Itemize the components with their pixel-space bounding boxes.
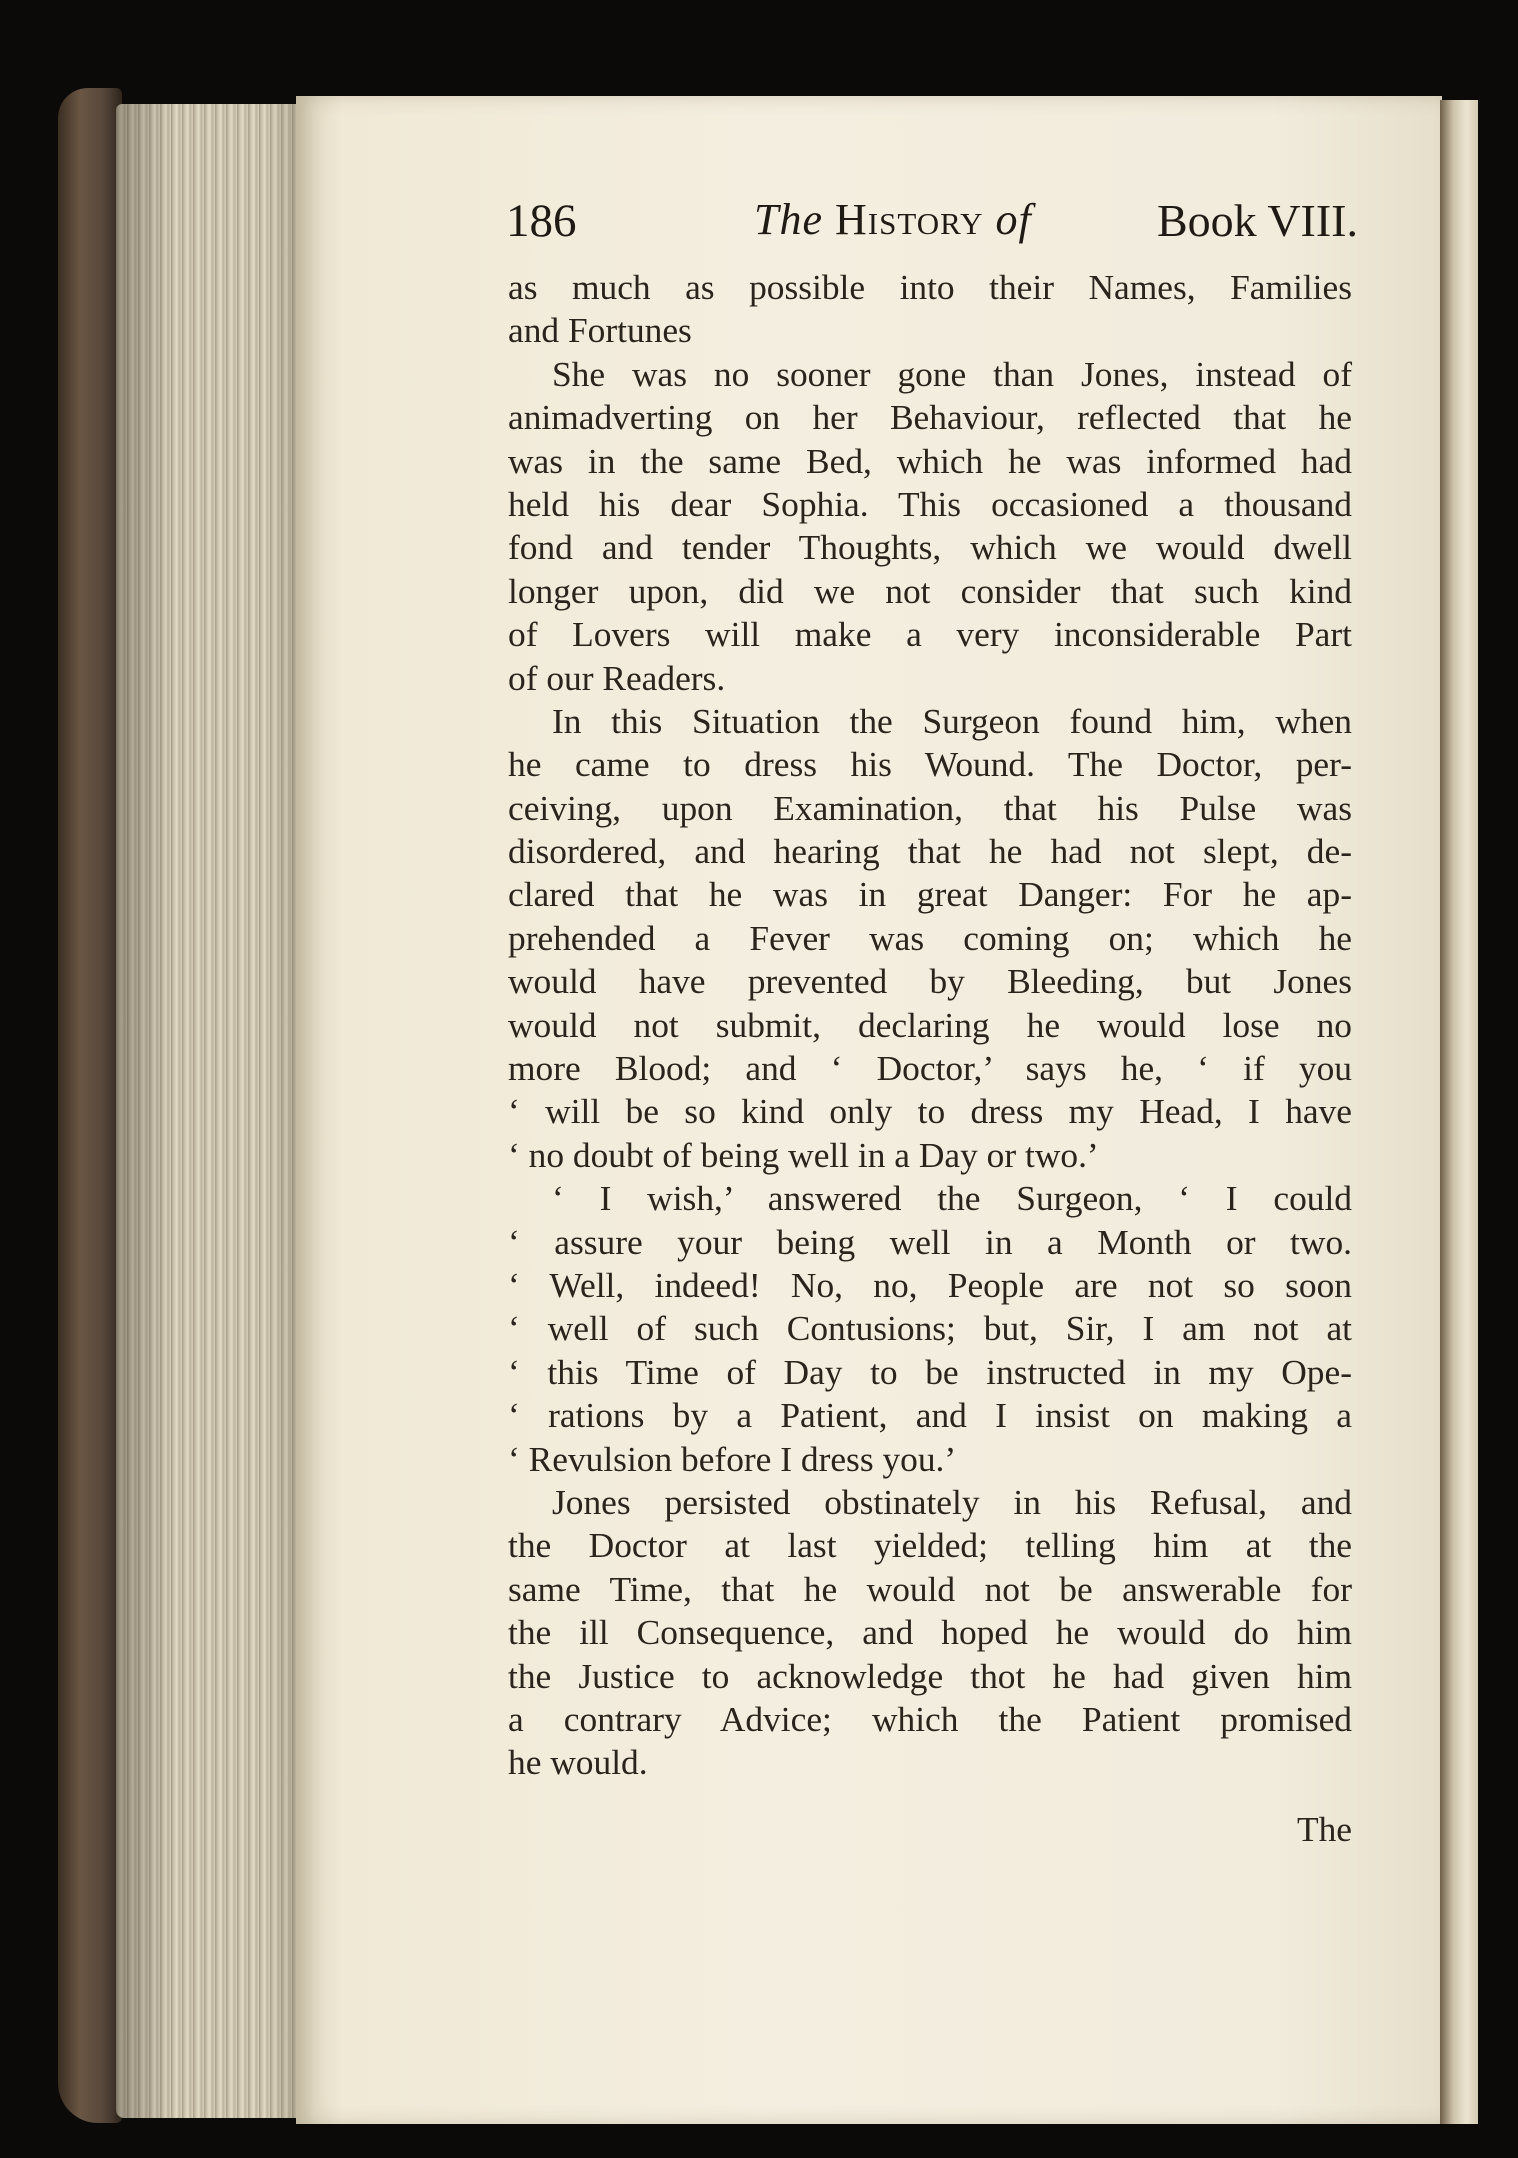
text-line: disordered, and hearing that he had not slept, de- xyxy=(508,831,1352,872)
text-line: fond and tender Thoughts, which we would dwell xyxy=(508,527,1352,568)
page-block-shadow xyxy=(116,104,306,2118)
catchword: The xyxy=(1296,1809,1352,1849)
text-line: She was no sooner gone than Jones, instead of xyxy=(552,353,1352,394)
text-line: same Time, that he would not be answerable for xyxy=(508,1568,1352,1609)
text-line: of Lovers will make a very inconsiderable Part xyxy=(508,614,1352,655)
running-title-prefix: The xyxy=(754,195,823,244)
text-line: of our Readers. xyxy=(508,657,726,698)
text-line: ‘ rations by a Patient, and I insist on making a xyxy=(508,1395,1352,1436)
text-line: ‘ will be so kind only to dress my Head, I have xyxy=(508,1091,1352,1132)
text-line: the Doctor at last yielded; telling him at the xyxy=(508,1525,1352,1566)
book-cover-edge xyxy=(58,88,122,2123)
running-title xyxy=(754,194,1032,245)
text-line: ‘ well of such Contusions; but, Sir, I am not at xyxy=(508,1308,1352,1349)
text-line: ceiving, upon Examination, that his Pulse was xyxy=(508,787,1352,828)
text-line: and Fortunes xyxy=(508,310,692,351)
text-line: clared that he was in great Danger: For he ap- xyxy=(508,874,1352,915)
running-title-main: History xyxy=(835,195,984,244)
text-line: he came to dress his Wound. The Doctor, per- xyxy=(508,744,1352,785)
text-line: Jones persisted obstinately in his Refusal, and xyxy=(552,1481,1352,1522)
text-line: prehended a Fever was coming on; which he xyxy=(508,917,1352,958)
page-header xyxy=(506,194,1358,254)
text-line: would not submit, declaring he would lose no xyxy=(508,1004,1352,1045)
text-line: the ill Consequence, and hoped he would do him xyxy=(508,1612,1352,1653)
text-line: ‘ I wish,’ answered the Surgeon, ‘ I could xyxy=(552,1178,1352,1219)
text-line: longer upon, did we not consider that such kind xyxy=(508,570,1352,611)
text-line: he would. xyxy=(508,1742,648,1783)
text-line: ‘ this Time of Day to be instructed in my Ope- xyxy=(508,1351,1352,1392)
page-number: 186 xyxy=(506,195,577,247)
text-line: In this Situation the Surgeon found him, when xyxy=(552,700,1352,741)
text-line: ‘ assure your being well in a Month or two. xyxy=(508,1221,1352,1262)
text-line: ‘ no doubt of being well in a Day or two.’ xyxy=(508,1134,1099,1175)
text-line: ‘ Revulsion before I dress you.’ xyxy=(508,1438,957,1479)
text-line: held his dear Sophia. This occasioned a thousand xyxy=(508,483,1352,524)
text-line: as much as possible into their Names, Families xyxy=(508,267,1352,307)
text-line: was in the same Bed, which he was informed had xyxy=(508,440,1352,481)
text-line: animadverting on her Behaviour, reflected that he xyxy=(508,397,1352,438)
text-line: the Justice to acknowledge thot he had given him xyxy=(508,1655,1352,1696)
text-line: ‘ Well, indeed! No, no, People are not so soon xyxy=(508,1264,1352,1305)
text-line: would have prevented by Bleeding, but Jones xyxy=(508,961,1352,1002)
running-title-suffix: of xyxy=(995,195,1032,244)
text-line: a contrary Advice; which the Patient promised xyxy=(508,1698,1352,1739)
text-line: more Blood; and ‘ Doctor,’ says he, ‘ if you xyxy=(508,1048,1352,1089)
book-label: Book VIII. xyxy=(1156,195,1358,246)
facing-page-edge xyxy=(1440,100,1478,2124)
body-text xyxy=(508,266,1352,1785)
